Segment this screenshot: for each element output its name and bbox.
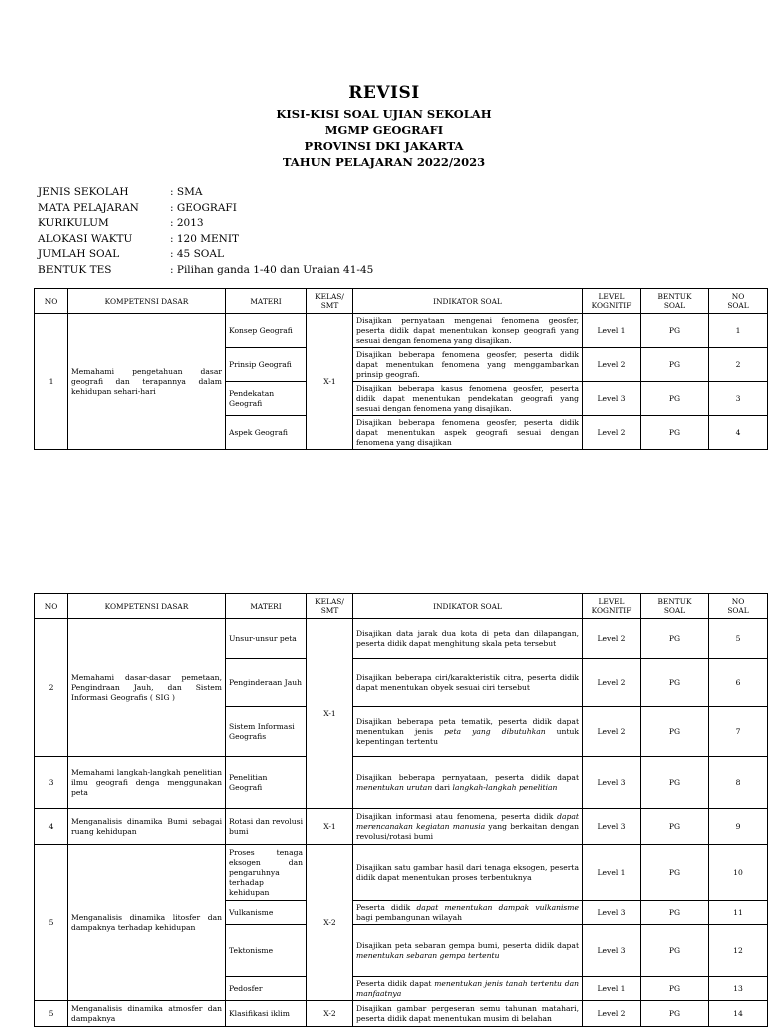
document-title: REVISI	[348, 83, 420, 103]
document-subtitle-3: PROVINSI DKI JAKARTA	[304, 139, 464, 153]
table-row	[35, 314, 768, 348]
level-cell: Level 1	[583, 977, 641, 1001]
nosoal-cell: 12	[709, 925, 768, 977]
nosoal-cell: 13	[709, 977, 768, 1001]
kompetensi-dasar: Memahami langkah-langkah penelitian ilmu geografi denga menggunakan peta	[68, 757, 226, 809]
indikator-cell: Peserta didik dapat menentukan dampak vulkanisme bagi pembangunan wilayah	[353, 901, 583, 925]
bentuk-cell: PG	[641, 619, 709, 659]
indikator-cell: Disajikan satu gambar hasil dari tenaga eksogen, peserta didik dapat menentukan proses terbentuknya	[353, 845, 583, 901]
meta-row: ALOKASI WAKTU : 120 MENIT	[38, 232, 240, 245]
table-row	[35, 809, 768, 845]
bentuk-cell: PG	[641, 1001, 709, 1027]
indikator-cell: Disajikan beberapa fenomena geosfer, peserta didik dapat menentukan fenomena yang menggambarkan prinsip geografi.	[353, 348, 583, 382]
header-kelas: KELAS/ SMT	[307, 289, 353, 314]
bentuk-cell: PG	[641, 809, 709, 845]
materi-cell: Sistem Informasi Geografis	[226, 707, 307, 757]
indikator-cell: Disajikan informasi atau fenomena, peserta didik dapat merencanakan kegiatan manusia yang berkaitan dengan revolusi/rotasi bumi	[353, 809, 583, 845]
materi-cell: Tektonisme	[226, 925, 307, 977]
materi-cell: Penelitian Geografi	[226, 757, 307, 809]
kompetensi-dasar: Menganalisis dinamika atmosfer dan dampaknya	[68, 1001, 226, 1027]
level-cell: Level 3	[583, 809, 641, 845]
row-number: 2	[35, 619, 68, 757]
table-row	[35, 1001, 768, 1027]
indikator-cell: Disajikan beberapa fenomena geosfer, peserta didik dapat menentukan aspek geografi sesuai dengan fenomena yang disajikan	[353, 416, 583, 450]
level-cell: Level 3	[583, 757, 641, 809]
bentuk-cell: PG	[641, 314, 709, 348]
kelas-cell: X-1	[307, 619, 353, 809]
bentuk-cell: PG	[641, 757, 709, 809]
bentuk-cell: PG	[641, 707, 709, 757]
level-cell: Level 2	[583, 659, 641, 707]
nosoal-cell: 9	[709, 809, 768, 845]
meta-row: BENTUK TES : Pilihan ganda 1-40 dan Uraian 41-45	[38, 263, 374, 276]
materi-cell: Proses tenaga eksogen dan pengaruhnya terhadap kehidupan	[226, 845, 307, 901]
meta-row: JUMLAH SOAL : 45 SOAL	[38, 248, 224, 260]
header-no: NO	[35, 594, 68, 619]
materi-cell: Prinsip Geografi	[226, 348, 307, 382]
level-cell: Level 1	[583, 845, 641, 901]
indikator-cell: Disajikan beberapa kasus fenomena geosfer, peserta didik dapat menentukan pendekatan geografi yang sesuai dengan fenomena yang disajikan.	[353, 382, 583, 416]
meta-row: JENIS SEKOLAH : SMA	[38, 186, 203, 198]
document-subtitle-2: MGMP GEOGRAFI	[324, 123, 444, 137]
materi-cell: Unsur-unsur peta	[226, 619, 307, 659]
kelas-cell: X-2	[307, 1001, 353, 1027]
level-cell: Level 3	[583, 382, 641, 416]
materi-cell: Vulkanisme	[226, 901, 307, 925]
meta-row: KURIKULUM : 2013	[38, 217, 204, 229]
materi-cell: Konsep Geografi	[226, 314, 307, 348]
bentuk-cell: PG	[641, 382, 709, 416]
kompetensi-dasar: Memahami dasar-dasar pemetaan, Pengindraan Jauh, dan Sistem Informasi Geografis ( SIG )	[68, 619, 226, 757]
table-header-row	[35, 594, 768, 619]
kisi-table-1	[34, 288, 768, 450]
row-number: 3	[35, 757, 68, 809]
header-level: LEVEL KOGNITIF	[583, 594, 641, 619]
header-materi: MATERI	[226, 594, 307, 619]
header-kelas: KELAS/ SMT	[307, 594, 353, 619]
nosoal-cell: 3	[709, 382, 768, 416]
materi-cell: Aspek Geografi	[226, 416, 307, 450]
indikator-cell: Peserta didik dapat menentukan jenis tanah tertentu dan manfaatnya	[353, 977, 583, 1001]
nosoal-cell: 14	[709, 1001, 768, 1027]
indikator-cell: Disajikan beberapa pernyataan, peserta didik dapat menentukan urutan dari langkah-langkah penelitian	[353, 757, 583, 809]
level-cell: Level 2	[583, 619, 641, 659]
kompetensi-dasar: Menganalisis dinamika Bumi sebagai ruang kehidupan	[68, 809, 226, 845]
bentuk-cell: PG	[641, 977, 709, 1001]
level-cell: Level 3	[583, 925, 641, 977]
level-cell: Level 2	[583, 348, 641, 382]
kelas-cell: X-2	[307, 845, 353, 1001]
level-cell: Level 2	[583, 707, 641, 757]
header-bentuk: BENTUK SOAL	[641, 289, 709, 314]
kompetensi-dasar: Memahami pengetahuan dasar geografi dan terapannya dalam kehidupan sehari-hari	[68, 314, 226, 450]
header-no: NO	[35, 289, 68, 314]
indikator-cell: Disajikan gambar pergeseran semu tahunan matahari, peserta didik dapat menentukan musim di belahan	[353, 1001, 583, 1027]
identity-block	[38, 185, 373, 278]
header-nosoal: NO SOAL	[709, 289, 768, 314]
nosoal-cell: 1	[709, 314, 768, 348]
nosoal-cell: 4	[709, 416, 768, 450]
kisi-table-2	[34, 593, 768, 1027]
kelas-cell: X-1	[307, 314, 353, 450]
bentuk-cell: PG	[641, 925, 709, 977]
materi-cell: Pendekatan Geografi	[226, 382, 307, 416]
header-indikator: INDIKATOR SOAL	[353, 289, 583, 314]
header-level: LEVEL KOGNITIF	[583, 289, 641, 314]
row-number: 5	[35, 1001, 68, 1027]
level-cell: Level 2	[583, 1001, 641, 1027]
materi-cell: Penginderaan Jauh	[226, 659, 307, 707]
indikator-cell: Disajikan peta sebaran gempa bumi, peserta didik dapat menentukan sebaran gempa tertentu	[353, 925, 583, 977]
kompetensi-dasar: Menganalisis dinamika litosfer dan dampaknya terhadap kehidupan	[68, 845, 226, 1001]
materi-cell: Pedosfer	[226, 977, 307, 1001]
indikator-cell: Disajikan beberapa ciri/karakteristik citra, peserta didik dapat menentukan obyek sesuai ciri tersebut	[353, 659, 583, 707]
nosoal-cell: 5	[709, 619, 768, 659]
materi-cell: Klasifikasi iklim	[226, 1001, 307, 1027]
indikator-cell: Disajikan data jarak dua kota di peta dan dilapangan, peserta didik dapat menghitung skala peta tersebut	[353, 619, 583, 659]
materi-cell: Rotasi dan revolusi bumi	[226, 809, 307, 845]
table-row	[35, 757, 768, 809]
header-nosoal: NO SOAL	[709, 594, 768, 619]
row-number: 5	[35, 845, 68, 1001]
bentuk-cell: PG	[641, 416, 709, 450]
nosoal-cell: 11	[709, 901, 768, 925]
table-header-row	[35, 289, 768, 314]
indikator-cell: Disajikan beberapa peta tematik, peserta didik dapat menentukan jenis peta yang dibutuhkan untuk kepentingan tertentu	[353, 707, 583, 757]
nosoal-cell: 6	[709, 659, 768, 707]
kelas-cell: X-1	[307, 809, 353, 845]
document-subtitle-4: TAHUN PELAJARAN 2022/2023	[282, 155, 486, 169]
bentuk-cell: PG	[641, 659, 709, 707]
level-cell: Level 1	[583, 314, 641, 348]
bentuk-cell: PG	[641, 845, 709, 901]
row-number: 4	[35, 809, 68, 845]
header-bentuk: BENTUK SOAL	[641, 594, 709, 619]
nosoal-cell: 10	[709, 845, 768, 901]
header-kompetensi: KOMPETENSI DASAR	[68, 594, 226, 619]
header-indikator: INDIKATOR SOAL	[353, 594, 583, 619]
document-subtitle-1: KISI-KISI SOAL UJIAN SEKOLAH	[276, 107, 492, 121]
row-number: 1	[35, 314, 68, 450]
table-row	[35, 619, 768, 659]
nosoal-cell: 7	[709, 707, 768, 757]
level-cell: Level 3	[583, 901, 641, 925]
header-kompetensi: KOMPETENSI DASAR	[68, 289, 226, 314]
level-cell: Level 2	[583, 416, 641, 450]
bentuk-cell: PG	[641, 348, 709, 382]
header-materi: MATERI	[226, 289, 307, 314]
nosoal-cell: 8	[709, 757, 768, 809]
table-row	[35, 845, 768, 901]
indikator-cell: Disajikan pernyataan mengenai fenomena geosfer, peserta didik dapat menentukan konsep geografi yang sesuai dengan fenomena yang disajikan.	[353, 314, 583, 348]
bentuk-cell: PG	[641, 901, 709, 925]
nosoal-cell: 2	[709, 348, 768, 382]
meta-row: MATA PELAJARAN : GEOGRAFI	[38, 201, 237, 214]
